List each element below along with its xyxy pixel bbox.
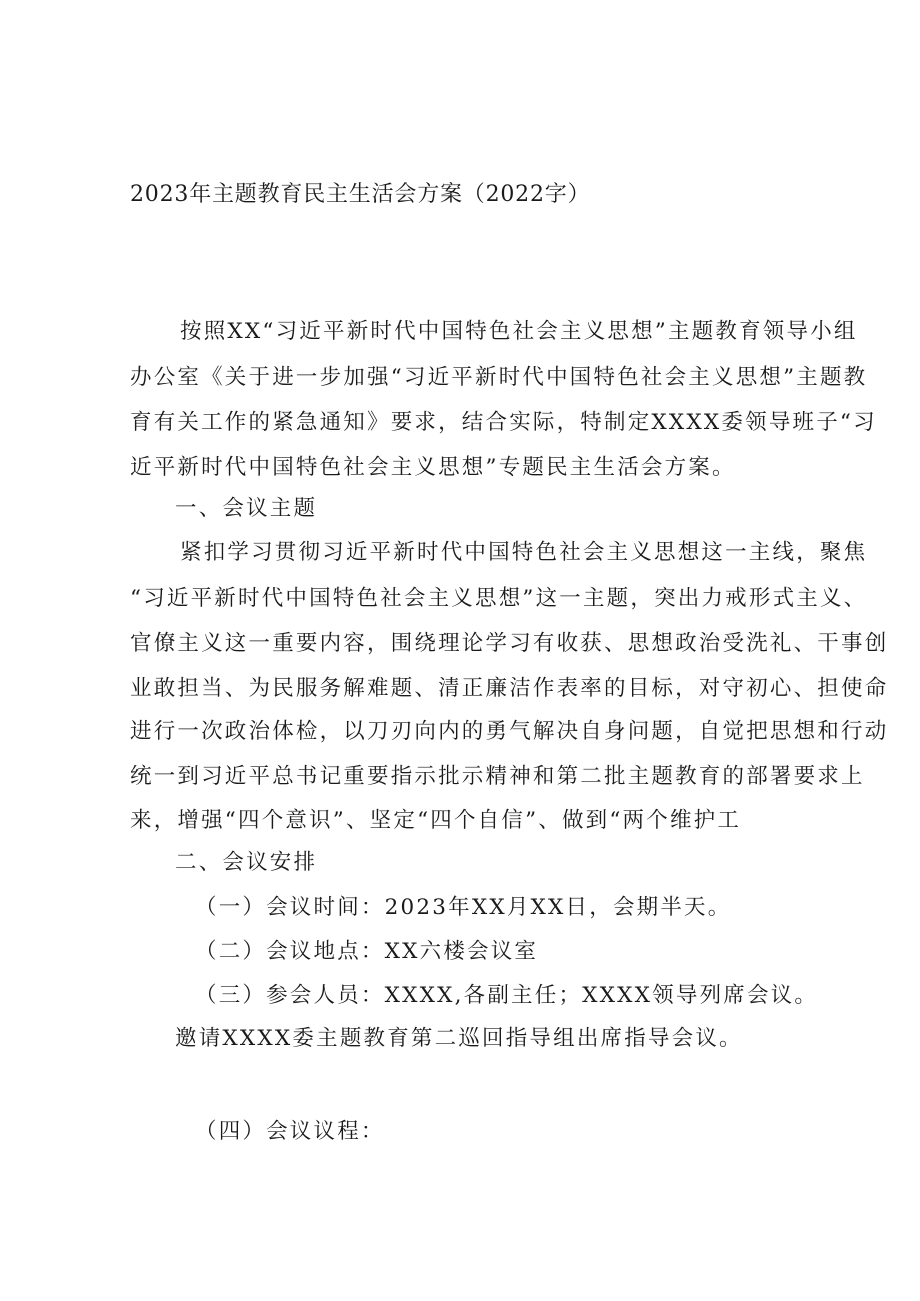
intro-line-4: 近平新时代中国特色社会主义思想”专题民主生活会方案。 [130, 455, 736, 480]
document-title: 2023年主题教育民主生活会方案（2022字） [130, 182, 591, 207]
meeting-time: （一）会议时间：2023年XX月XX日，会期半天。 [195, 895, 732, 920]
section-1-line-2: “习近平新时代中国特色社会主义思想”这一主题，突出力戒形式主义、 [130, 586, 868, 611]
meeting-attendees: （三）参会人员：XXXX,各副主任；XXXX领导列席会议。 [195, 983, 819, 1008]
intro-line-2: 办公室《关于进一步加强“习近平新时代中国特色社会主义思想”主题教 [130, 365, 868, 390]
meeting-agenda: （四）会议议程： [195, 1119, 385, 1144]
section-1-heading: 一、会议主题 [175, 496, 318, 521]
section-2-heading: 二、会议安排 [175, 850, 318, 875]
invitation-note: 邀请XXXX委主题教育第二巡回指导组出席指导会议。 [175, 1026, 743, 1051]
section-1-line-4: 业敢担当、为民服务解难题、清正廉洁作表率的目标，对守初心、担使命 [130, 676, 889, 701]
section-1-line-7: 来，增强“四个意识”、坚定“四个自信”、做到“两个维护工 [130, 808, 742, 833]
section-1-line-6: 统一到习近平总书记重要指示批示精神和第二批主题教育的部署要求上 [130, 764, 865, 789]
section-1-line-5: 进行一次政治体检，以刀刃向内的勇气解决自身问题，自觉把思想和行动 [130, 719, 889, 744]
section-1-line-1: 紧扣学习贯彻习近平新时代中国特色社会主义思想这一主线，聚焦 [180, 540, 868, 565]
intro-line-1: 按照XX“习近平新时代中国特色社会主义思想”主题教育领导小组 [180, 319, 858, 344]
meeting-place: （二）会议地点：XX六楼会议室 [195, 939, 539, 964]
intro-line-3: 育有关工作的紧急通知》要求，结合实际，特制定XXXX委领导班子“习 [130, 410, 877, 435]
section-1-line-3: 官僚主义这一重要内容，围绕理论学习有收获、思想政治受洗礼、干事创 [130, 631, 889, 656]
